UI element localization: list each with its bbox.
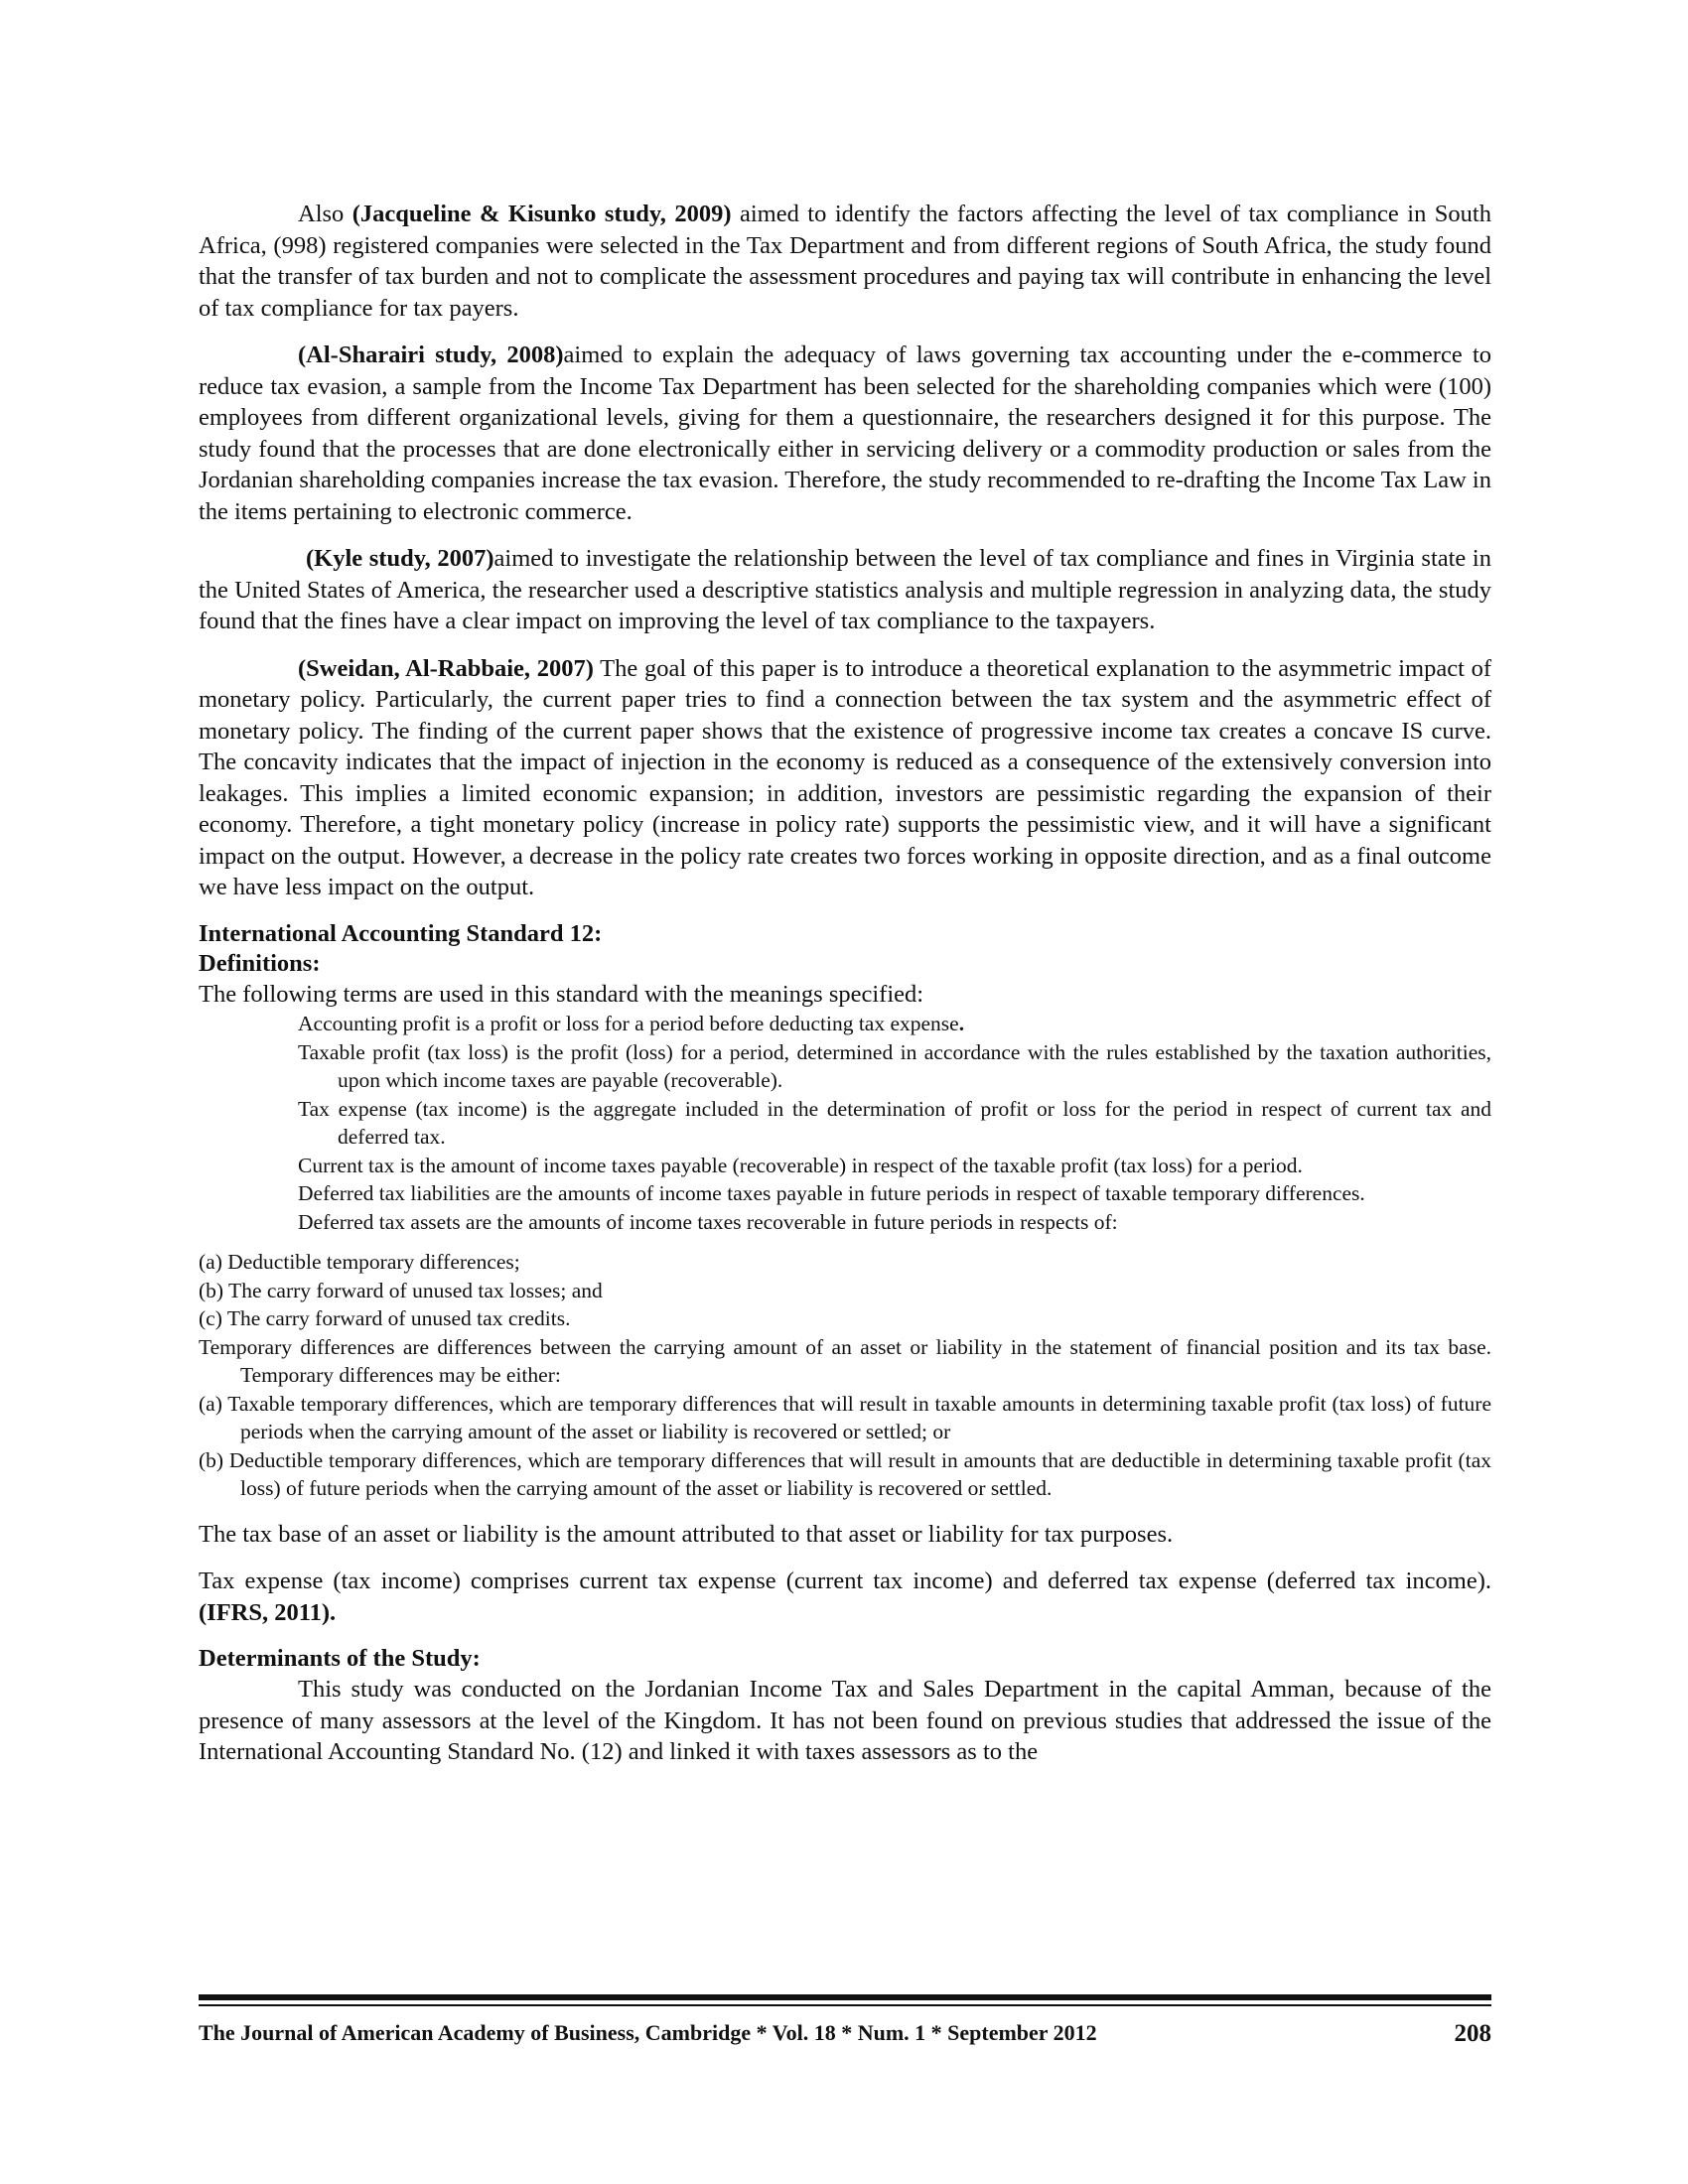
- list-item: (c) The carry forward of unused tax credits.: [199, 1306, 571, 1330]
- list-item: (a) Taxable temporary differences, which are temporary differences that will result in taxable amounts in determining taxable profit (tax loss) of future periods when the carrying amount of the asset or liability is recovered or settled; or: [199, 1391, 1491, 1443]
- temporary-differences-definition: Temporary differences are differences between the carrying amount of an asset or liability in the statement of financial position and its tax base. Temporary differences may be either:: [199, 1334, 1491, 1387]
- section-subheading-definitions: Definitions:: [199, 949, 321, 977]
- definition-item: Accounting profit is a profit or loss for a period before deducting tax expense.: [298, 1012, 965, 1035]
- section-heading-determinants: Determinants of the Study:: [199, 1645, 481, 1672]
- citation: (Jacqueline & Kisunko study, 2009): [352, 201, 732, 227]
- determinants-paragraph: This study was conducted on the Jordanian Income Tax and Sales Department in the capital Amman, because of the presence of many assessors at the level of the Kingdom. It has not been found on previous studies that addressed the issue of the International Accounting Standard No. (12) and linked it with taxes assessors as to the: [199, 1676, 1491, 1765]
- section-heading-ias12: International Accounting Standard 12:: [199, 919, 603, 947]
- paragraph-kyle: [199, 543, 1491, 637]
- citation: (IFRS, 2011).: [199, 1598, 337, 1626]
- footer-journal-title: The Journal of American Academy of Business, Cambridge * Vol. 18 * Num. 1 * September 2012: [199, 2020, 1097, 2045]
- footer-rule-thin: [199, 2004, 1491, 2006]
- definitions-list: [199, 1010, 1491, 1236]
- tax-expense-paragraph: Tax expense (tax income) comprises current tax expense (current tax income) and deferred tax expense (deferred tax income). (IFRS, 2011).: [199, 1568, 1491, 1626]
- paragraph-al-sharairi: [199, 340, 1491, 527]
- definition-item: Tax expense (tax income) is the aggregate included in the determination of profit or loss for the period in respect of current tax and deferred tax.: [298, 1096, 1491, 1149]
- citation: (Sweidan, Al-Rabbaie, 2007): [298, 654, 594, 682]
- definition-item: Deferred tax assets are the amounts of income taxes recoverable in future periods in respects of:: [298, 1209, 1118, 1234]
- definition-item: Taxable profit (tax loss) is the profit (loss) for a period, determined in accordance with the rules established by the taxation authorities, upon which income taxes are payable (recoverable).: [298, 1039, 1491, 1092]
- list-item: (b) The carry forward of unused tax losses; and: [199, 1278, 603, 1302]
- list-item: (a) Deductible temporary differences;: [199, 1250, 520, 1274]
- paragraph-text: aimed to identify the factors affecting the level of tax compliance in South Africa, (998) registered companies were selected in the Tax Department and from different regions of South Africa, the study found that the transfer of tax burden and not to complicate the assessment procedures and paying tax will contribute in enhancing the level of tax compliance for tax payers.: [199, 201, 1491, 322]
- paragraph-text: aimed to investigate the relationship between the level of tax compliance and fines in Virginia state in the United States of America, the researcher used a descriptive statistics analysis and multiple regression in analyzing data, the study found that the fines have a clear impact on improving the level of tax compliance to the taxpayers.: [199, 545, 1491, 634]
- paragraph-jacqueline: [199, 199, 1491, 324]
- footer-rule-thick: [199, 1994, 1491, 2000]
- list-item: (b) Deductible temporary differences, which are temporary differences that will result in amounts that are deductible in determining taxable profit (tax loss) of future periods when the carrying amount of the asset or liability is recovered or settled.: [199, 1447, 1491, 1500]
- definition-item: Current tax is the amount of income taxes payable (recoverable) in respect of the taxable profit (tax loss) for a period.: [298, 1153, 1303, 1177]
- paragraph-text: The goal of this paper is to introduce a theoretical explanation to the asymmetric impact of monetary policy. Particularly, the current paper tries to find a connection between the tax system and the asymmetric effect of monetary policy. The finding of the current paper shows that the existence of progressive income tax creates a concave IS curve. The concavity indicates that the impact of injection in the economy is reduced as a consequence of the extensively conversion into leakages. This implies a limited economic expansion; in addition, investors are pessimistic regarding the expansion of their economy. Therefore, a tight monetary policy (increase in policy rate) supports the pessimistic view, and it will have a significant impact on the output. However, a decrease in the policy rate creates two forces working in opposite direction, and as a final outcome we have less impact on the output.: [199, 654, 1491, 900]
- citation: (Kyle study, 2007): [306, 545, 494, 572]
- page-number: 208: [1454, 2020, 1491, 2047]
- definitions-intro: The following terms are used in this standard with the meanings specified:: [199, 980, 924, 1008]
- paragraph-text: aimed to explain the adequacy of laws governing tax accounting under the e-commerce to reduce tax evasion, a sample from the Income Tax Department has been selected for the shareholding companies which were (100) employees from different organizational levels, giving for them a questionnaire, the researchers designed it for this purpose. The study found that the processes that are done electronically either in servicing delivery or a commodity production or sales from the Jordanian shareholding companies increase the tax evasion. Therefore, the study recommended to re-drafting the Income Tax Law in the items pertaining to electronic commerce.: [199, 341, 1492, 525]
- definition-item: Deferred tax liabilities are the amounts of income taxes payable in future periods in respect of taxable temporary differences.: [298, 1181, 1365, 1205]
- deferred-asset-items: [199, 1242, 1491, 1333]
- page-content: [199, 199, 1491, 1768]
- tax-base-paragraph: The tax base of an asset or liability is the amount attributed to that asset or liability for tax purposes.: [199, 1520, 1174, 1548]
- citation: (Al-Sharairi study, 2008): [298, 341, 564, 368]
- paragraph-sweidan: [199, 653, 1491, 903]
- paragraph-lead: Also: [298, 201, 352, 227]
